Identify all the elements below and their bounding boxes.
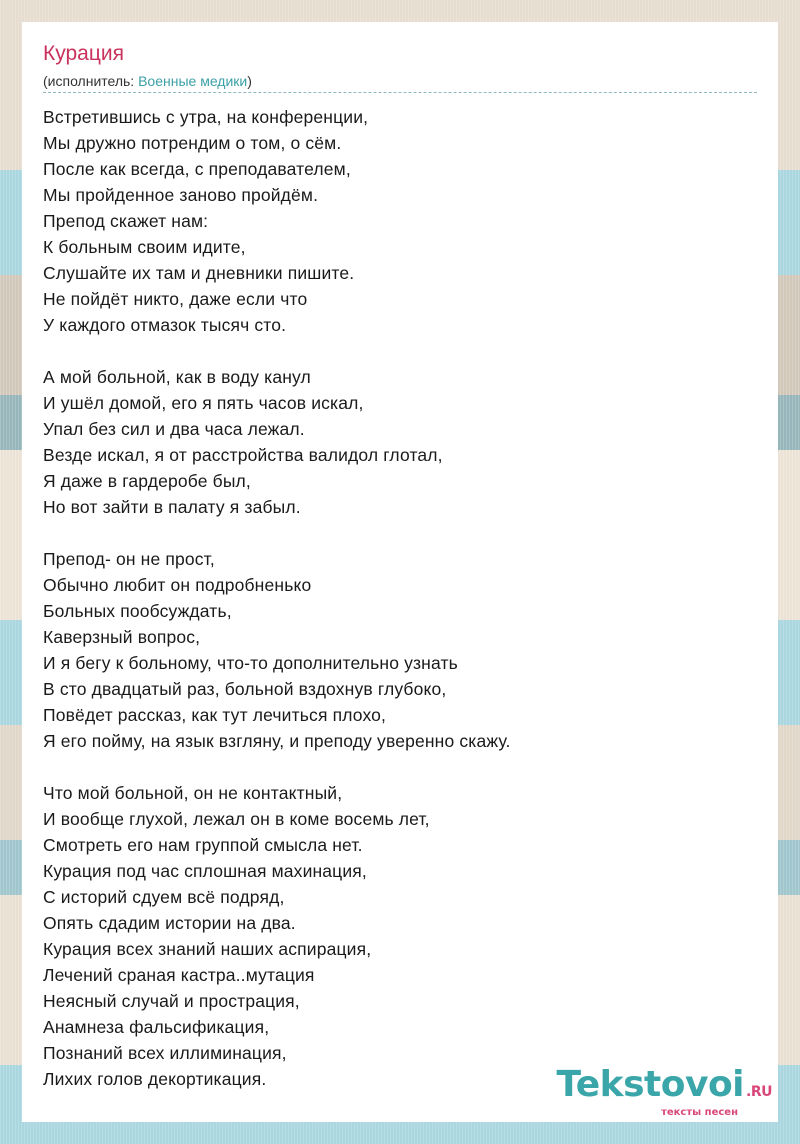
stanza <box>43 780 757 1092</box>
lyrics-card <box>22 22 778 1122</box>
lyric-line: Мы дружно потрендим о том, о сём. <box>43 133 342 153</box>
lyric-line: А мой больной, как в воду канул <box>43 367 311 387</box>
lyric-line: Мы пройденное заново пройдём. <box>43 185 319 205</box>
lyric-line: Обычно любит он подробненько <box>43 575 312 595</box>
lyric-line: Я его пойму, на язык взгляну, и преподу уверенно скажу. <box>43 731 511 751</box>
lyric-line: Я даже в гардеробе был, <box>43 471 251 491</box>
artist-link[interactable]: Военные медики <box>138 73 248 89</box>
logo-name: Tekstovoi <box>556 1064 745 1105</box>
artist-prefix: (исполнитель: <box>43 73 139 89</box>
lyric-line: Упал без сил и два часа лежал. <box>43 419 305 439</box>
lyric-line: Больных пообсуждать, <box>43 601 232 621</box>
lyric-line: В сто двадцатый раз, больной вздохнув глубоко, <box>43 679 447 699</box>
logo-wordmark <box>556 1066 772 1111</box>
lyric-line: Не пойдёт никто, даже если что <box>43 289 308 309</box>
stanza <box>43 104 757 338</box>
logo-tagline: тексты песен <box>661 1107 738 1118</box>
lyric-line: Неясный случай и прострация, <box>43 991 300 1011</box>
lyric-line: Лихих голов декортикация. <box>43 1069 267 1089</box>
lyric-line: Смотреть его нам группой смысла нет. <box>43 835 363 855</box>
song-title: Курация <box>43 42 124 65</box>
lyric-line: Познаний всех иллиминация, <box>43 1043 287 1063</box>
lyric-line: Опять сдадим истории на два. <box>43 913 296 933</box>
site-logo[interactable] <box>556 1066 772 1118</box>
stanza <box>43 546 757 754</box>
lyric-line: Повёдет рассказ, как тут лечиться плохо, <box>43 705 387 725</box>
lyric-line: И вообще глухой, лежал он в коме восемь лет, <box>43 809 430 829</box>
lyric-line: Что мой больной, он не контактный, <box>43 783 343 803</box>
lyric-line: Анамнеза фальсификация, <box>43 1017 270 1037</box>
lyric-line: Каверзный вопрос, <box>43 627 201 647</box>
lyric-line: Препод скажет нам: <box>43 211 209 231</box>
lyric-line: С историй сдуем всё подряд, <box>43 887 285 907</box>
lyrics-text <box>43 104 757 1118</box>
artist-suffix: ) <box>247 73 252 89</box>
lyric-line: Курация под час сплошная махинация, <box>43 861 367 881</box>
lyric-line: Препод- он не прост, <box>43 549 215 569</box>
lyric-line: Курация всех знаний наших аспирация, <box>43 939 372 959</box>
lyric-line: У каждого отмазок тысяч сто. <box>43 315 287 335</box>
lyric-line: Слушайте их там и дневники пишите. <box>43 263 355 283</box>
stanza <box>43 364 757 520</box>
lyric-line: Встретившись с утра, на конференции, <box>43 107 369 127</box>
lyric-line: К больным своим идите, <box>43 237 246 257</box>
logo-tld: .RU <box>746 1084 772 1100</box>
lyric-line: После как всегда, с преподавателем, <box>43 159 351 179</box>
lyric-line: И ушёл домой, его я пять часов искал, <box>43 393 364 413</box>
lyric-line: И я бегу к больному, что-то дополнительно узнать <box>43 653 458 673</box>
title-divider <box>43 92 757 93</box>
lyric-line: Но вот зайти в палату я забыл. <box>43 497 301 517</box>
lyric-line: Лечений сраная кастра..мутация <box>43 965 315 985</box>
artist-line <box>43 73 252 89</box>
lyric-line: Везде искал, я от расстройства валидол глотал, <box>43 445 443 465</box>
